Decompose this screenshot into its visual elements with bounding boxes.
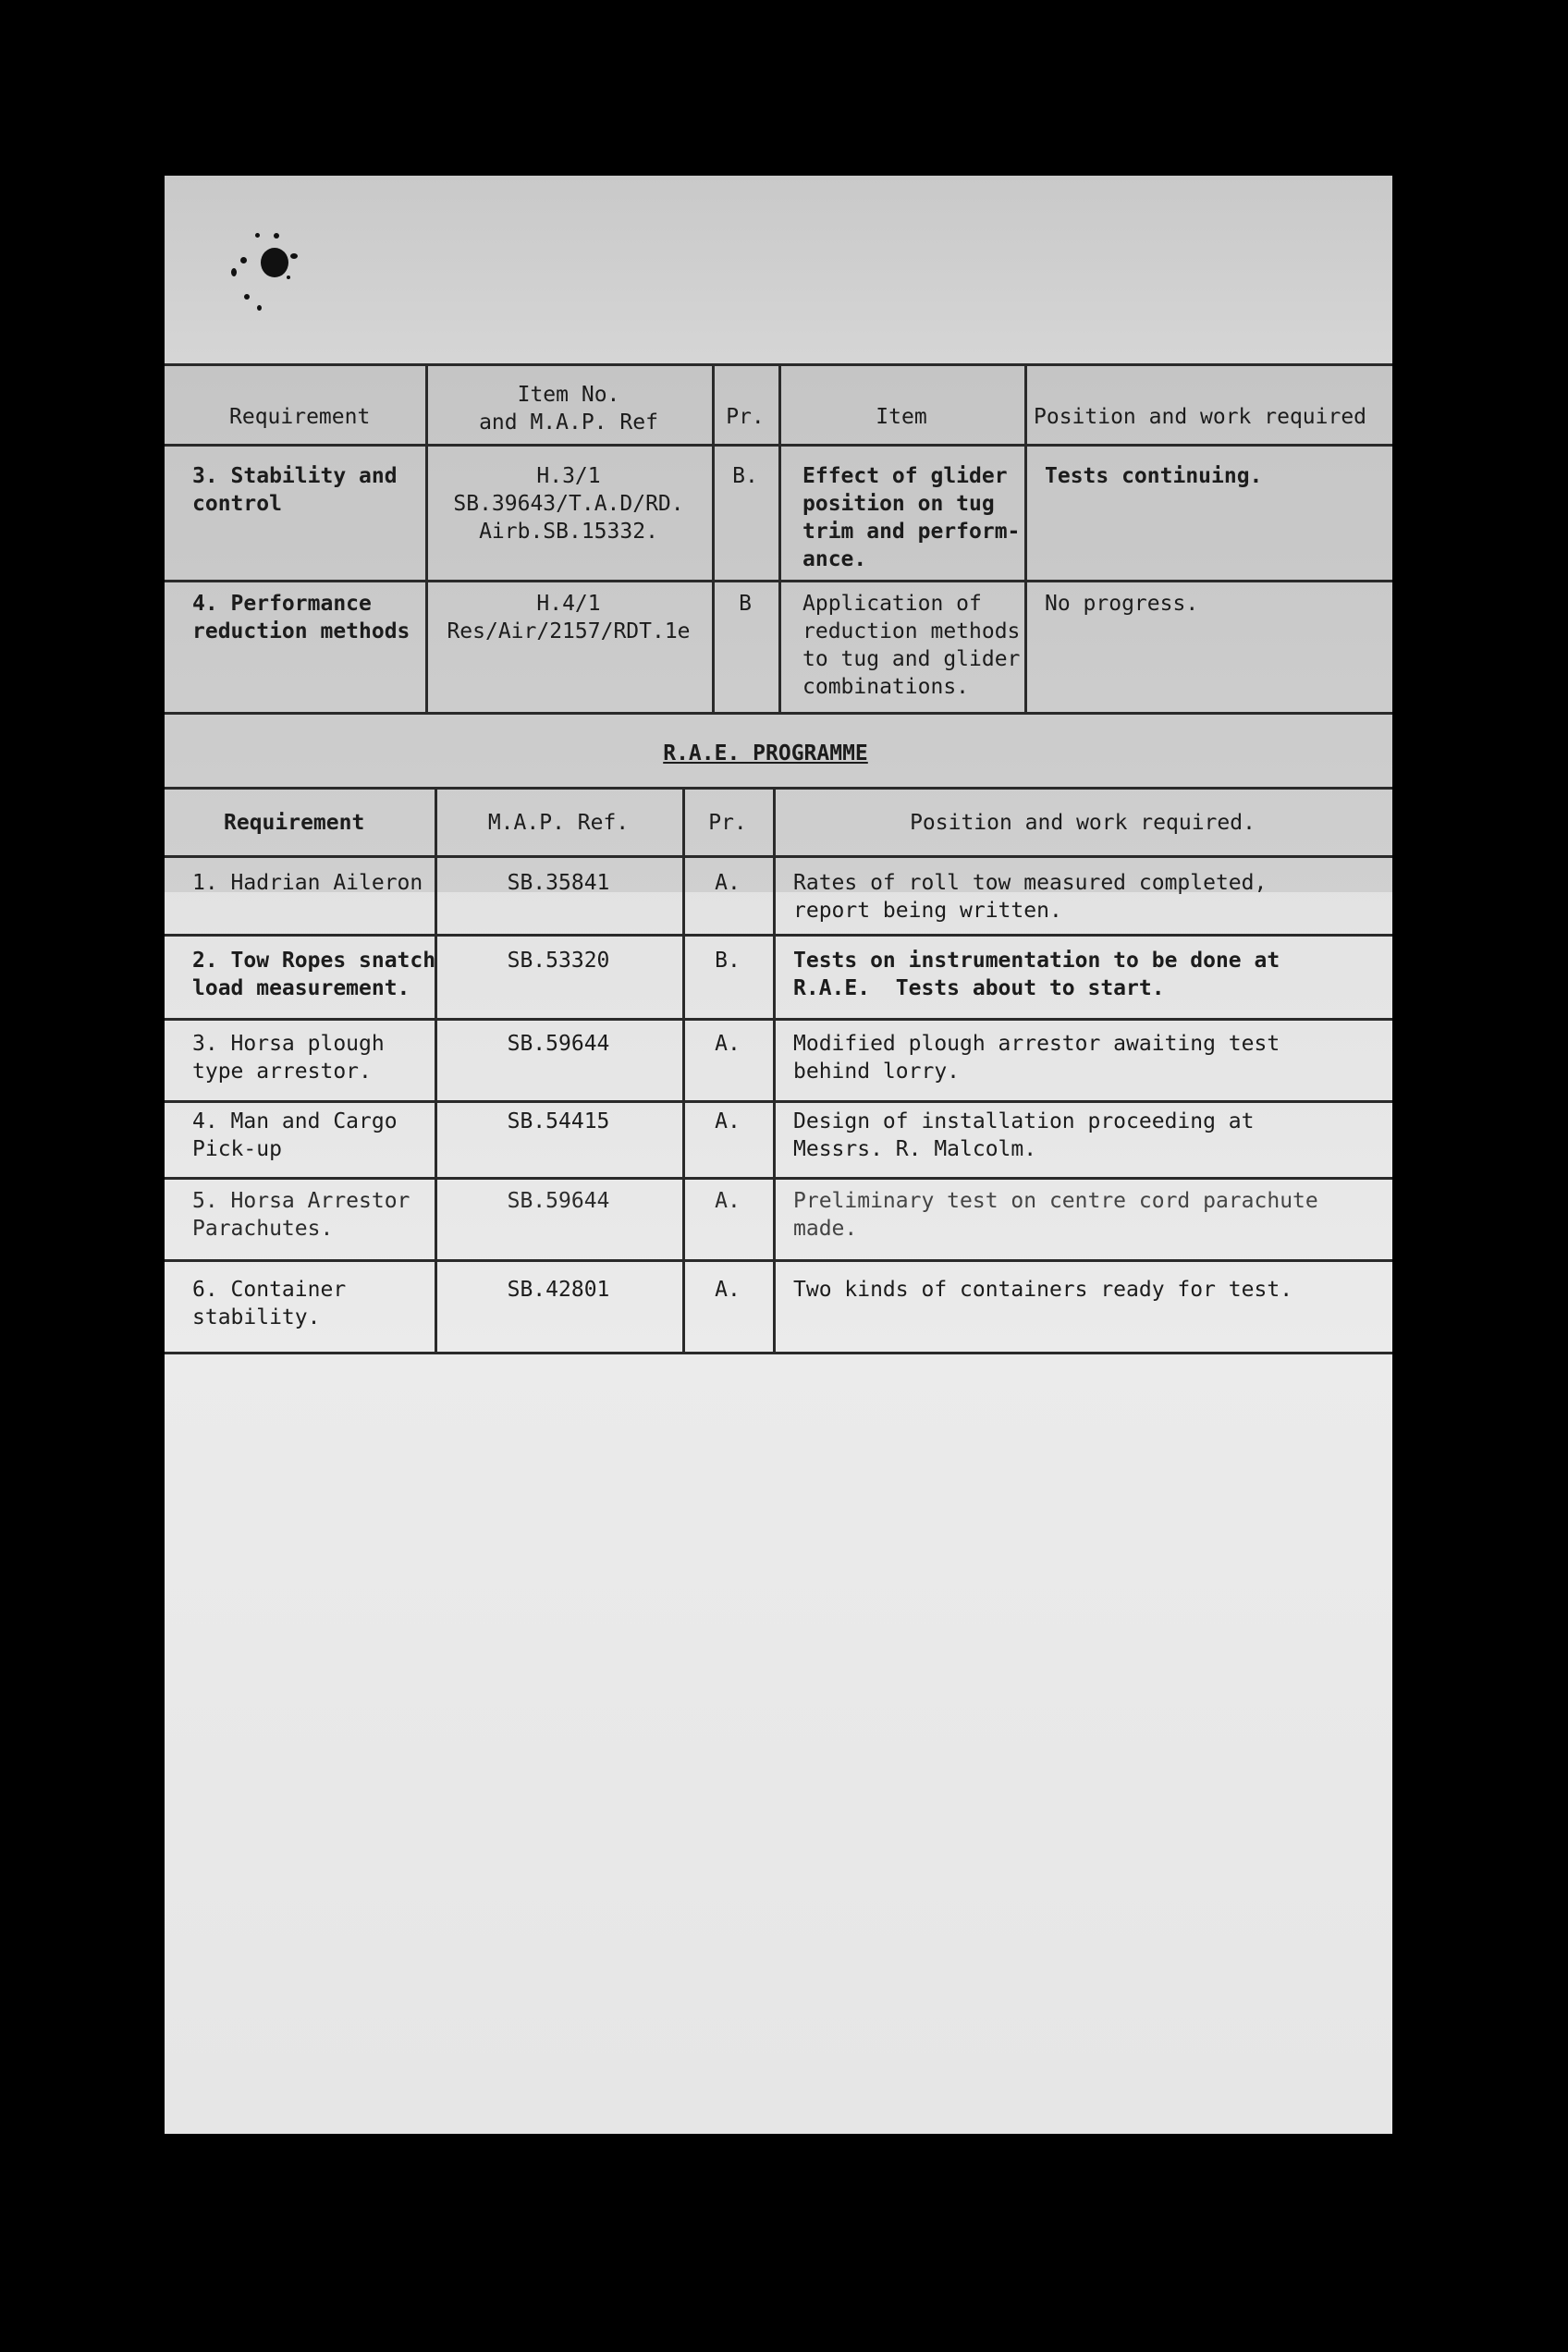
- row-requirement: 1. Hadrian Aileron: [192, 871, 423, 895]
- programme-title: R.A.E. PROGRAMME: [663, 741, 868, 766]
- row-pr: B.: [715, 949, 741, 973]
- row-position: Two kinds of containers ready for test.: [793, 1278, 1293, 1302]
- row-ref: SB.53320: [507, 949, 610, 973]
- header-map-ref: M.A.P. Ref.: [487, 811, 630, 835]
- row-requirement: 3. Horsa plough type arrestor.: [192, 1032, 385, 1084]
- header-position: Position and work required: [1034, 405, 1367, 429]
- header-item-no: Item No. and M.A.P. Ref: [479, 383, 658, 435]
- row-ref: SB.54415: [507, 1109, 610, 1133]
- row-position: No progress.: [1045, 592, 1199, 616]
- row-requirement: 4. Performance reduction methods: [192, 592, 410, 643]
- row-pr: A.: [715, 1032, 741, 1056]
- row-pr: A.: [715, 1109, 741, 1133]
- row-pr: A.: [715, 871, 741, 895]
- row-ref: SB.35841: [507, 871, 610, 895]
- row-position: Tests continuing.: [1045, 464, 1263, 488]
- row-ref: H.4/1 Res/Air/2157/RDT.1e: [447, 592, 691, 643]
- header-item: Item: [876, 405, 927, 429]
- row-ref: H.3/1 SB.39643/T.A.D/RD. Airb.SB.15332.: [453, 464, 684, 544]
- row-position: Tests on instrumentation to be done at R.A.E. Tests about to start.: [793, 949, 1280, 1000]
- row-item: Effect of glider position on tug trim and perform- ance.: [802, 464, 1021, 571]
- row-requirement: 2. Tow Ropes snatch load measurement.: [192, 949, 436, 1000]
- row-ref: SB.42801: [507, 1278, 610, 1302]
- row-position: Design of installation proceeding at Messrs. R. Malcolm.: [793, 1109, 1255, 1161]
- document-page: [165, 176, 1392, 2134]
- row-pr: A.: [715, 1278, 741, 1302]
- row-position: Preliminary test on centre cord parachute made.: [793, 1189, 1318, 1241]
- row-item: Application of reduction methods to tug and glider combinations.: [802, 592, 1021, 699]
- header-pr: Pr.: [708, 811, 747, 835]
- header-requirement: Requirement: [229, 405, 371, 429]
- row-ref: SB.59644: [507, 1032, 610, 1056]
- row-requirement: 4. Man and Cargo Pick-up: [192, 1109, 398, 1161]
- row-ref: SB.59644: [507, 1189, 610, 1213]
- header-pr: Pr.: [726, 405, 765, 429]
- row-pr: B.: [732, 464, 758, 488]
- row-requirement: 3. Stability and control: [192, 464, 398, 516]
- row-position: Rates of roll tow measured completed, report being written.: [793, 871, 1268, 923]
- row-requirement: 5. Horsa Arrestor Parachutes.: [192, 1189, 410, 1241]
- row-pr: B: [739, 592, 752, 616]
- row-pr: A.: [715, 1189, 741, 1213]
- row-position: Modified plough arrestor awaiting test behind lorry.: [793, 1032, 1280, 1084]
- header-position: Position and work required.: [910, 811, 1256, 835]
- header-requirement: Requirement: [224, 811, 365, 835]
- row-requirement: 6. Container stability.: [192, 1278, 347, 1329]
